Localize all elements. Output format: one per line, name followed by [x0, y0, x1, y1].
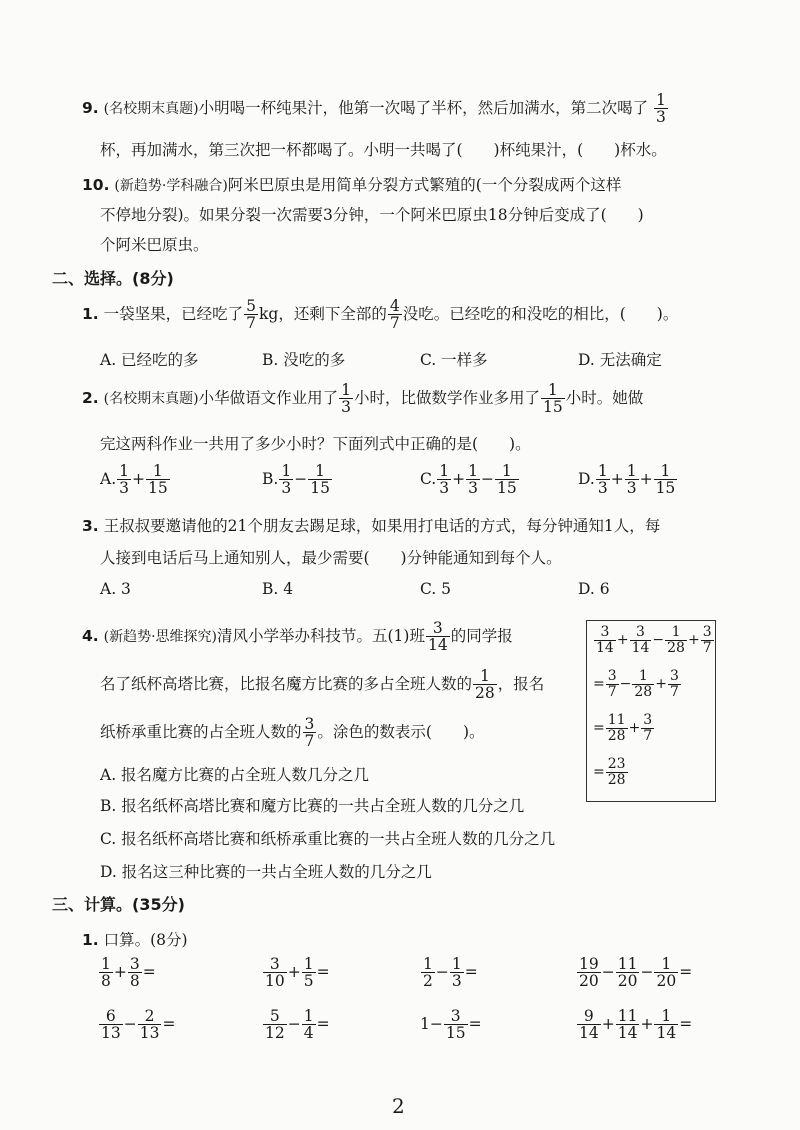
option-c: C. 报名纸杯高塔比赛和纸桥承重比赛的一共占全班人数的几分之几 [100, 830, 556, 848]
question-10: 10. (新趋势·学科融合)阿米巴原虫是用简单分裂方式繁殖的(一个分裂成两个这样 [82, 176, 622, 194]
option-d: D. 报名这三种比赛的一共占全班人数的几分之几 [100, 863, 432, 881]
fraction: $\frac{1}{28}$ [475, 667, 495, 703]
option-c: C. 一样多 [420, 351, 488, 369]
box-line-3: = $\frac{11}{28}$ + $\frac{3}{7}$ [593, 712, 653, 744]
option-d: D. 无法确定 [578, 351, 662, 369]
question-2-line2: 完这两科作业一共用了多少小时？下面列式中正确的是( )。 [100, 435, 531, 453]
fraction: $\frac{4}{7}$ [389, 297, 400, 333]
fraction: $\frac{1}{3}$ [656, 91, 666, 127]
question-9-line2: 杯，再加满水，第三次把一杯都喝了。小明一共喝了( )杯纯果汁，( )杯水。 [100, 141, 667, 159]
page-number: 2 [392, 1094, 405, 1118]
calc-item: $\frac{1}{2}$ − $\frac{1}{3}$ = [423, 955, 478, 991]
section-3-title: 三、计算。(35分) [52, 895, 185, 914]
option-c: C. 5 [420, 580, 452, 598]
option-a: A. 3 [100, 580, 131, 598]
option-b: B. $\frac{1}{3}$ − $\frac{1}{15}$ [262, 462, 330, 498]
option-b: B. 报名纸杯高塔比赛和魔方比赛的一共占全班人数的几分之几 [100, 797, 525, 815]
calc-item: 1− $\frac{3}{15}$ = [420, 1007, 482, 1043]
choice-question-4: 4. (新趋势·思维探究)清风小学举办科技节。五(1)班 $\frac{3}{14}$ 的同学报 [82, 619, 513, 655]
option-a: A. 已经吃的多 [100, 351, 199, 369]
box-line-1: $\frac{3}{14}$ + $\frac{3}{14}$ − $\frac{1}{28}$ + $\frac{3}{7}$ [596, 624, 712, 656]
choice-question-2: 2. (名校期末真题)小华做语文作业用了 $\frac{1}{3}$ 小时，比做数学作业多用了 $\frac{1}{15}$ 小时。她做 [82, 381, 644, 417]
fraction: $\frac{1}{15}$ [542, 381, 563, 417]
calc-item: $\frac{3}{10}$ + $\frac{1}{5}$ = [265, 955, 330, 991]
fraction: $\frac{1}{3}$ [341, 381, 351, 417]
calc-question-1: 1. 口算。(8分) [82, 931, 188, 949]
calc-item: $\frac{6}{13}$ − $\frac{2}{13}$ = [101, 1007, 176, 1043]
box-line-4: = $\frac{23}{28}$ [593, 756, 626, 788]
section-2-title: 二、选择。(8分) [52, 269, 174, 288]
option-a: A. $\frac{1}{3}$ + $\frac{1}{15}$ [100, 462, 168, 498]
fraction: $\frac{5}{7}$ [246, 297, 257, 333]
calc-item: $\frac{9}{14}$ + $\frac{11}{14}$ + $\frac{1}{14}$ = [579, 1007, 693, 1043]
fraction: $\frac{3}{14}$ [427, 619, 448, 655]
box-line-2: = $\frac{3}{7}$ − $\frac{1}{28}$ + $\frac{3}{7}$ [593, 668, 679, 700]
question-4-line3: 纸桥承重比赛的占全班人数的 $\frac{3}{7}$ 。涂色的数表示( )。 [100, 715, 485, 751]
question-10-line3: 个阿米巴原虫。 [100, 236, 209, 254]
option-d: D. 6 [578, 580, 610, 598]
choice-question-1: 1. 一袋坚果，已经吃了 $\frac{5}{7}$ kg，还剩下全部的 $\frac{4}{7}$ 没吃。已经吃的和没吃的相比，( )。 [82, 297, 679, 333]
fraction: $\frac{3}{7}$ [304, 715, 315, 751]
question-9: 9. (名校期末真题)小明喝一杯纯果汁，他第一次喝了半杯，然后加满水，第二次喝了 $\frac{1}{3}$ [82, 91, 666, 127]
option-d: D. $\frac{1}{3}$ + $\frac{1}{3}$ + $\frac{1}{15}$ [578, 462, 676, 498]
option-a: A. 报名魔方比赛的占全班人数几分之几 [100, 766, 370, 784]
question-3-line2: 人接到电话后马上通知别人，最少需要( )分钟能通知到每个人。 [100, 549, 562, 567]
choice-question-3: 3. 王叔叔要邀请他的21个朋友去踢足球，如果用打电话的方式，每分钟通知1人，每 [82, 517, 661, 535]
calc-item: $\frac{1}{8}$ + $\frac{3}{8}$ = [101, 955, 156, 991]
option-b: B. 没吃的多 [262, 351, 346, 369]
calculation-box [586, 620, 716, 802]
question-10-line2: 不停地分裂)。如果分裂一次需要3分钟，一个阿米巴原虫18分钟后变成了( ) [100, 206, 644, 224]
option-b: B. 4 [262, 580, 294, 598]
option-c: C. $\frac{1}{3}$ + $\frac{1}{3}$ − $\frac{1}{15}$ [420, 462, 517, 498]
question-4-line2: 名了纸杯高塔比赛，比报名魔方比赛的多占全班人数的 $\frac{1}{28}$ ，报名 [100, 667, 545, 703]
calc-item: $\frac{19}{20}$ − $\frac{11}{20}$ − $\frac{1}{20}$ = [579, 955, 693, 991]
calc-item: $\frac{5}{12}$ − $\frac{1}{4}$ = [265, 1007, 330, 1043]
